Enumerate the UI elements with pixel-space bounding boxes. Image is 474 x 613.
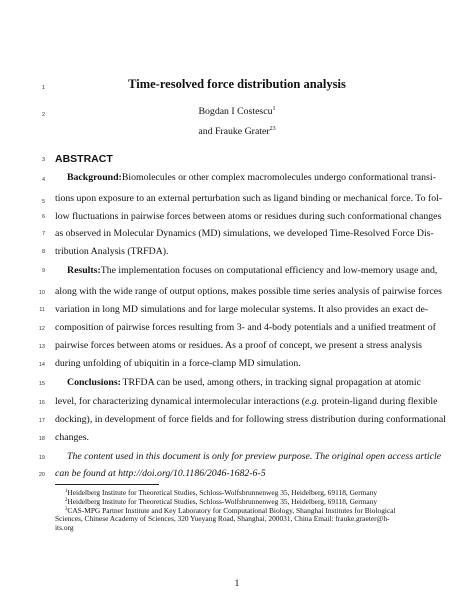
footnote-marker: 2 bbox=[65, 498, 68, 503]
author-name: and Frauke Grater bbox=[198, 126, 270, 137]
line-number: 3 bbox=[41, 157, 45, 163]
text-line: pairwise forces between atoms or residues. As a proof of concept, we present a stress analysis bbox=[55, 340, 422, 351]
line-number: 14 bbox=[38, 362, 45, 368]
footnote-text: Heidelberg Institute for Theoretical Studies, Schloss-Wolfsbrunnenweg 35, Heidelberg, 69118, Germany bbox=[67, 488, 378, 497]
text-line: as observed in Molecular Dynamics (MD) simulations, we developed Time-Resolved Force Dis- bbox=[55, 228, 434, 239]
line-number: 15 bbox=[38, 381, 45, 387]
line-number: 4 bbox=[41, 177, 45, 183]
line-number: 1 bbox=[41, 85, 45, 91]
text-line: variation in long MD simulations and for large molecular systems. It also provides an exact de- bbox=[55, 304, 429, 315]
footnote-rule bbox=[55, 484, 159, 485]
text-span: The implementation focuses on computational efficiency and low-memory usage and, bbox=[100, 265, 438, 276]
footnote-3-cont: its.org bbox=[55, 523, 74, 532]
text-span-italic: e.g. bbox=[304, 396, 320, 407]
page-number: 1 bbox=[234, 578, 240, 589]
line-number: 11 bbox=[39, 307, 45, 313]
abstract-heading: ABSTRACT bbox=[55, 153, 113, 165]
section-label: Results: bbox=[67, 265, 101, 276]
text-line: low fluctuations in pairwise forces between atoms or residues during such conformational changes bbox=[55, 211, 442, 222]
text-line bbox=[55, 396, 438, 407]
author-line-2 bbox=[0, 126, 474, 137]
text-line: along with the wide range of output options, makes possible time series analysis of pairwise forces bbox=[55, 286, 442, 297]
preview-note-line: can be found at http://doi.org/10.1186/2046-1682-6-5 bbox=[55, 468, 266, 479]
text-span: level, for characterizing dynamical intermolecular interactions ( bbox=[55, 396, 305, 407]
line-number: 6 bbox=[41, 214, 45, 220]
footnote-marker: 3 bbox=[65, 507, 68, 512]
paper-title: Time-resolved force distribution analysis bbox=[128, 77, 346, 91]
line-number: 18 bbox=[38, 436, 45, 442]
line-number: 2 bbox=[41, 112, 45, 118]
section-label: Background: bbox=[67, 172, 122, 183]
footnote-text: CAS-MPG Partner Institute and Key Laboratory for Computational Biology, Shanghai Institutes for Biological bbox=[67, 506, 396, 515]
author-name: Bogdan I Costescu bbox=[198, 106, 273, 117]
line-number: 20 bbox=[38, 472, 45, 478]
text-line: tions upon exposure to an external perturbation such as ligand binding or mechanical force. To fol- bbox=[55, 193, 443, 204]
line-number: 16 bbox=[38, 400, 45, 406]
affiliation-marker: 23 bbox=[269, 126, 276, 132]
line-number: 19 bbox=[38, 455, 45, 461]
text-span: Biomolecules or other complex macromolecules undergo conformational transi- bbox=[121, 172, 436, 183]
section-label: Conclusions: bbox=[67, 377, 121, 388]
text-span: TRFDA can be used, among others, in tracking signal propagation at atomic bbox=[122, 377, 421, 388]
text-line: docking), in development of force fields and for following stress distribution during conformational bbox=[55, 414, 446, 425]
affiliation-marker: 1 bbox=[272, 106, 276, 112]
text-span: protein-ligand during flexible bbox=[319, 396, 438, 407]
footnote-marker: 1 bbox=[65, 489, 68, 494]
line-number: 12 bbox=[38, 326, 45, 332]
line-number: 10 bbox=[38, 290, 45, 296]
author-line-1 bbox=[0, 106, 474, 117]
line-number: 5 bbox=[41, 199, 45, 205]
line-number: 13 bbox=[38, 344, 45, 350]
line-number: 8 bbox=[41, 249, 45, 255]
text-line bbox=[67, 377, 421, 388]
footnote-3-cont: Sciences, Chinese Academy of Sciences, 320 Yueyang Road, Shanghai, 200031, China Email: frauke.graeter@h- bbox=[55, 514, 390, 523]
text-line: changes. bbox=[55, 432, 90, 443]
preview-note-line: The content used in this document is only for preview purpose. The original open access article bbox=[67, 451, 442, 462]
text-line: composition of pairwise forces resulting from 3- and 4-body potentials and a unified treatment of bbox=[55, 322, 436, 333]
line-number: 7 bbox=[41, 231, 45, 237]
line-number: 9 bbox=[41, 268, 45, 274]
text-line bbox=[67, 265, 438, 276]
line-number: 17 bbox=[38, 418, 45, 424]
text-line: tribution Analysis (TRFDA). bbox=[55, 246, 169, 257]
text-line bbox=[67, 172, 436, 183]
text-line: during unfolding of ubiquitin in a force-clamp MD simulation. bbox=[55, 358, 301, 369]
footnote-text: Heidelberg Institute for Theoretical Studies, Schloss-Wolfsbrunnenweg 35, Heidelberg, 69118, Germany bbox=[67, 497, 378, 506]
